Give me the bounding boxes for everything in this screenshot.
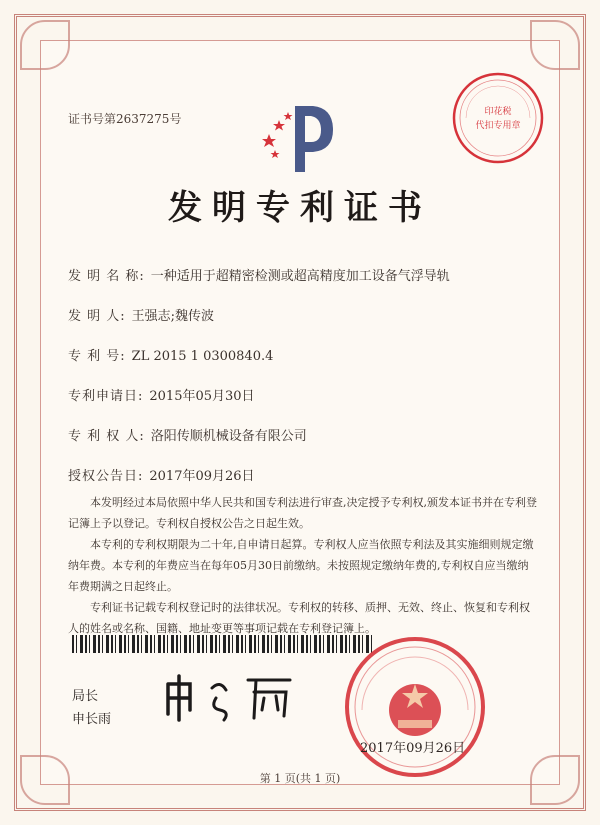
field-application-date — [68, 385, 255, 404]
corner-ornament — [20, 20, 70, 70]
field-patent-number — [68, 345, 273, 364]
certificate-number: 证书号第2637275号 — [68, 112, 182, 126]
field-value: ZL 2015 1 0300840.4 — [131, 349, 274, 364]
document-title: 发明专利证书 — [168, 188, 432, 228]
field-invention-name — [68, 265, 450, 284]
field-label: 授权公告日: — [68, 469, 144, 484]
field-value: 洛阳传顺机械设备有限公司 — [150, 429, 307, 444]
certificate-body — [68, 492, 538, 639]
stamp-date: 2017年09月26日 — [360, 741, 466, 756]
body-paragraph: 本专利的专利权期限为二十年,自申请日起算。专利权人应当依照专利法及其实施细则规定缴纳年费。本专利的年费应当在每年05月30日前缴纳。未按照规定缴纳年费的,专利权自应当缴纳年费期满之日起终止。 — [68, 538, 534, 593]
handwritten-signature — [160, 670, 300, 724]
field-patentee — [68, 425, 307, 444]
field-label: 专 利 权 人: — [68, 429, 145, 444]
body-paragraph: 本发明经过本局依照中华人民共和国专利法进行审查,决定授予专利权,颁发本证书并在专利登记簿上予以登记。专利权自授权公告之日起生效。 — [68, 496, 537, 530]
field-value: 一种适用于超精密检测或超高精度加工设备气浮导轨 — [150, 269, 450, 284]
field-value: 王强志;魏传波 — [131, 309, 215, 324]
field-label: 发 明 人: — [68, 309, 126, 324]
barcode — [72, 635, 372, 653]
field-grant-date — [68, 465, 255, 484]
field-label: 发 明 名 称: — [68, 269, 145, 284]
agency-seal — [450, 70, 546, 166]
patent-office-logo — [255, 92, 345, 182]
director-title: 局长 — [72, 689, 99, 704]
svg-text:印花税: 印花税 — [484, 107, 512, 117]
body-paragraph: 专利证书记载专利权登记时的法律状况。专利权的转移、质押、无效、终止、恢复和专利权人的姓名或名称、国籍、地址变更等事项记载在专利登记簿上。 — [68, 601, 530, 635]
field-inventor — [68, 305, 214, 324]
national-seal — [340, 632, 490, 782]
svg-text:代扣专用章: 代扣专用章 — [475, 121, 521, 131]
field-label: 专利申请日: — [68, 389, 144, 404]
field-value: 2015年05月30日 — [149, 389, 255, 404]
page-number: 第 1 页(共 1 页) — [259, 772, 341, 785]
director-name: 申长雨 — [72, 712, 112, 727]
field-label: 专 利 号: — [68, 349, 126, 364]
corner-ornament — [530, 20, 580, 70]
field-value: 2017年09月26日 — [149, 469, 255, 484]
